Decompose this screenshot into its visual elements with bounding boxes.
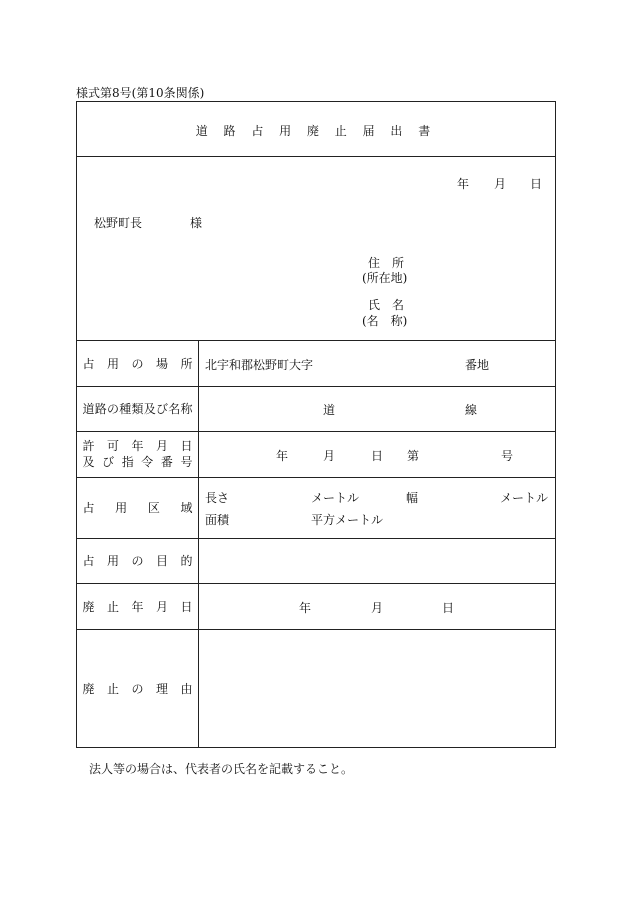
line-mark: 線: [465, 403, 478, 417]
form-title: 道 路 占 用 廃 止 届 出 書: [195, 124, 437, 138]
area-size-label: 面積: [205, 513, 230, 527]
permit-month: 月: [323, 449, 336, 463]
road-label-cell: [77, 386, 198, 431]
reason-label: 廃止の理由: [82, 682, 193, 696]
road-mark: 道: [323, 403, 336, 417]
abolish-date-label-cell: [77, 583, 198, 629]
permit-number-suffix: 号: [501, 449, 514, 463]
abolish-day: 日: [442, 601, 455, 615]
notification-form: [76, 101, 556, 748]
abolish-month: 月: [371, 601, 384, 615]
location-suffix: 番地: [465, 358, 490, 372]
permit-day: 日: [371, 449, 384, 463]
length-unit: メートル: [311, 491, 360, 505]
purpose-label: 占用の目的: [82, 554, 193, 568]
name-label: 氏 名: [368, 298, 405, 312]
addressee: 松野町長: [94, 216, 143, 230]
length-label: 長さ: [205, 491, 230, 505]
divider: [77, 156, 555, 157]
footnote: 法人等の場合は、代表者の氏名を記載すること。: [89, 762, 354, 776]
name-sub-label: (名 称): [362, 314, 408, 328]
abolish-date-label: 廃止年月日: [82, 599, 193, 614]
honorific: 様: [190, 216, 203, 230]
area-size-unit: 平方メートル: [311, 513, 384, 527]
location-label-cell: [77, 340, 198, 386]
location-prefix: 北宇和郡松野町大字: [205, 358, 314, 372]
permit-number-prefix: 第: [407, 449, 420, 463]
width-label: 幅: [406, 491, 419, 505]
date-month-label: 月: [494, 177, 507, 191]
area-label-cell: [77, 477, 198, 538]
address-sub-label: (所在地): [362, 271, 408, 285]
permit-label-line2: 及び指令番号: [82, 455, 193, 469]
area-label: 占用区域: [82, 501, 193, 515]
date-year-label: 年: [457, 177, 470, 191]
permit-label-line1: 許可年月日: [82, 439, 193, 453]
form-number: 様式第8号(第10条関係): [76, 86, 205, 100]
location-label: 占用の場所: [82, 356, 193, 371]
road-label: 道路の種類及び名称: [82, 402, 193, 416]
column-divider: [198, 340, 199, 747]
address-label: 住 所: [368, 256, 405, 270]
reason-label-cell: [77, 629, 198, 748]
permit-year: 年: [276, 449, 289, 463]
date-day-label: 日: [530, 177, 543, 191]
purpose-label-cell: [77, 538, 198, 583]
width-unit: メートル: [500, 491, 549, 505]
permit-label-cell: [77, 431, 198, 477]
abolish-year: 年: [299, 601, 312, 615]
